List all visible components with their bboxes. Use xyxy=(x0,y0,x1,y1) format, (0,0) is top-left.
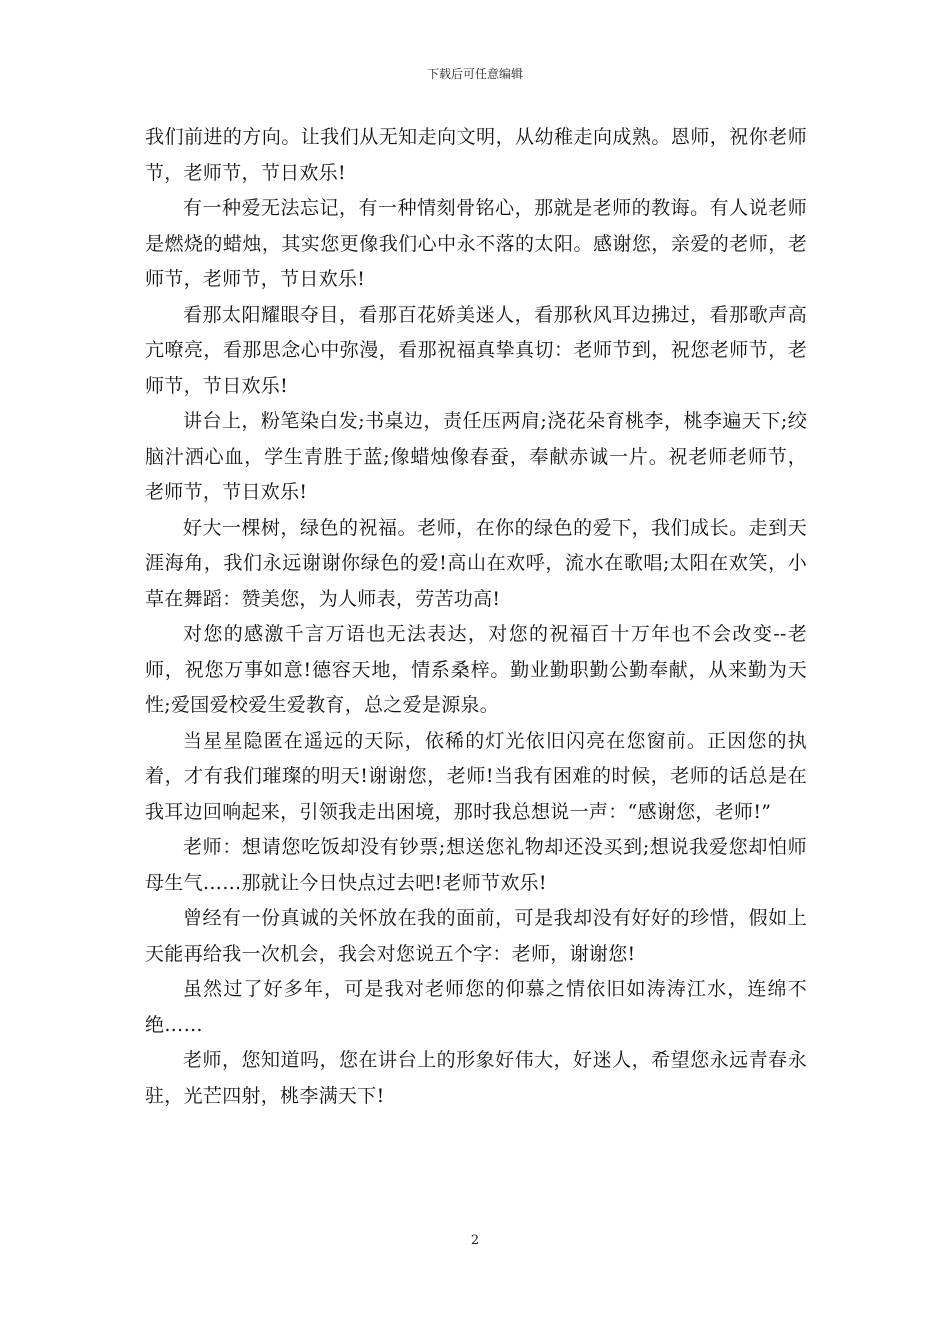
paragraph: 老师：想请您吃饭却没有钞票;想送您礼物却还没买到;想说我爱您却怕师母生气……那就让今日快点过去吧!老师节欢乐! xyxy=(145,836,807,894)
paragraph: 虽然过了好多年，可是我对老师您的仰慕之情依旧如涛涛江水，连绵不绝…… xyxy=(145,978,807,1036)
paragraph: 曾经有一份真诚的关怀放在我的面前，可是我却没有好好的珍惜，假如上天能再给我一次机会，我会对您说五个字：老师，谢谢您! xyxy=(145,907,807,965)
paragraph: 好大一棵树，绿色的祝福。老师，在你的绿色的爱下，我们成长。走到天涯海角，我们永远谢谢你绿色的爱!高山在欢呼，流水在歌唱;太阳在欢笑，小草在舞蹈：赞美您，为人师表，劳苦功高! xyxy=(145,516,807,610)
paragraph: 当星星隐匿在遥远的天际，依稀的灯光依旧闪亮在您窗前。正因您的执着，才有我们璀璨的明天!谢谢您，老师!当我有困难的时候，老师的话总是在我耳边回响起来，引领我走出困境，那时我总想说一声：“感谢您，老师!” xyxy=(145,729,807,823)
paragraph: 讲台上，粉笔染白发;书桌边，责任压两肩;浇花朵育桃李，桃李遍天下;绞脑汁洒心血，学生青胜于蓝;像蜡烛像春蚕，奉献赤诚一片。祝老师老师节，老师节，节日欢乐! xyxy=(145,410,807,503)
paragraph: 有一种爱无法忘记，有一种情刻骨铭心，那就是老师的教诲。有人说老师是燃烧的蜡烛，其实您更像我们心中永不落的太阳。感谢您，亲爱的老师，老师节，老师节，节日欢乐! xyxy=(145,197,807,290)
paragraph: 看那太阳耀眼夺目，看那百花娇美迷人，看那秋风耳边拂过，看那歌声高亢嘹亮，看那思念心中弥漫，看那祝福真挚真切：老师节到，祝您老师节，老师节，节日欢乐! xyxy=(145,303,807,397)
page-header: 下载后可任意编辑 xyxy=(426,67,523,81)
document-body xyxy=(145,120,807,1114)
paragraph-continuation: 我们前进的方向。让我们从无知走向文明，从幼稚走向成熟。恩师，祝你老师节，老师节，节日欢乐! xyxy=(145,126,807,184)
page-number: 2 xyxy=(470,1233,480,1248)
paragraph: 对您的感激千言万语也无法表达，对您的祝福百十万年也不会改变--老师，祝您万事如意!德容天地，情系桑梓。勤业勤职勤公勤奉献，从来勤为天性;爱国爱校爱生爱教育，总之爱是源泉。 xyxy=(145,623,807,716)
paragraph: 老师，您知道吗，您在讲台上的形象好伟大，好迷人，希望您永远青春永驻，光芒四射，桃李满天下! xyxy=(145,1049,807,1107)
